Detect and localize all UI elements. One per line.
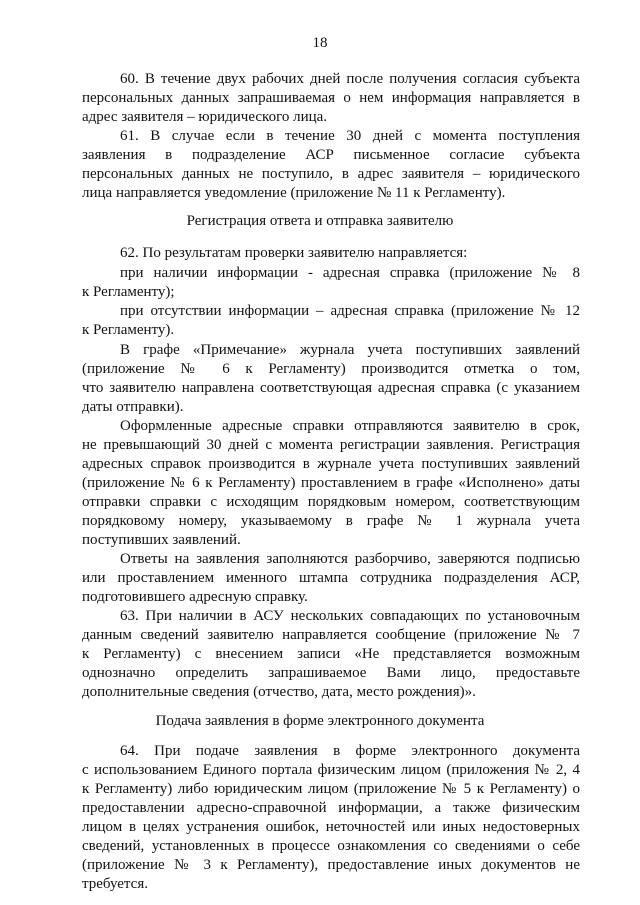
text-line: заявления в подразделение АСР письменное согласие субъекта: [82, 147, 580, 163]
text-line: 61. В случае если в течение 30 дней с момента поступления: [120, 128, 580, 144]
text-line: к Регламенту) с внесением записи «Не представляется возможным: [82, 646, 580, 662]
page-number: 18: [312, 35, 328, 51]
text-line: В графе «Примечание» журнала учета поступивших заявлений: [120, 342, 580, 358]
text-line: сведений, установленных в процессе ознакомления со сведениями о себе: [82, 838, 580, 854]
text-line: предоставлении адресно-справочной информации, а также физическим: [82, 800, 580, 816]
text-line: лица направляется уведомление (приложение № 11 к Регламенту).: [82, 185, 506, 201]
text-line: адрес заявителя – юридического лица.: [82, 109, 328, 125]
text-line: персональных данных не поступило, в адрес заявителя – юридического: [82, 166, 580, 182]
text-line: к Регламенту).: [82, 322, 175, 338]
text-line: отправки справки с исходящим порядковым номером, соответствующим: [82, 494, 580, 510]
text-line: 64. При подаче заявления в форме электронного документа: [120, 743, 580, 759]
section-heading: Регистрация ответа и отправка заявителю: [186, 213, 454, 229]
section-heading: Подача заявления в форме электронного документа: [155, 713, 485, 729]
text-line: с использованием Единого портала физическим лицом (приложения № 2, 4: [82, 762, 580, 778]
text-line: при отсутствии информации – адресная справка (приложение № 12: [120, 303, 580, 319]
text-line: требуется.: [82, 876, 148, 892]
text-line: (приложение № 6 к Регламенту) производится отметка о том,: [82, 361, 580, 377]
text-line: адресных справок производится в журнале учета поступивших заявлений: [82, 456, 580, 472]
text-line: порядковому номеру, указываемому в графе № 1 журнала учета: [82, 513, 580, 529]
text-line: к Регламенту);: [82, 284, 175, 300]
text-line: 60. В течение двух рабочих дней после получения согласия субъекта: [120, 71, 580, 87]
text-line: даты отправки).: [82, 399, 184, 415]
text-line: при наличии информации - адресная справка (приложение № 8: [120, 265, 580, 281]
text-line: или проставлением именного штампа сотрудника подразделения АСР,: [82, 570, 580, 586]
text-line: (приложение № 3 к Регламенту), предоставление иных документов не: [82, 857, 580, 873]
text-line: данным сведений заявителю направляется сообщение (приложение № 7: [82, 627, 580, 643]
text-line: Оформленные адресные справки отправляются заявителю в срок,: [120, 418, 580, 434]
text-line: однозначно определить запрашиваемое Вами лицо, предоставьте: [82, 665, 580, 681]
text-line: к Регламенту) либо юридическим лицом (приложение № 5 к Регламенту) о: [82, 781, 580, 797]
text-line: (приложение № 6 к Регламенту) проставлением в графе «Исполнено» даты: [82, 475, 580, 491]
text-line: персональных данных запрашиваемая о нем информация направляется в: [82, 90, 580, 106]
text-line: 62. По результатам проверки заявителю направляется:: [120, 245, 468, 261]
text-line: 63. При наличии в АСУ нескольких совпадающих по установочным: [120, 608, 580, 624]
text-line: лицом в целях устранения ошибок, неточностей или иных недостоверных: [82, 819, 580, 835]
text-line: дополнительные сведения (отчество, дата, место рождения)».: [82, 684, 476, 700]
text-line: что заявителю направлена соответствующая адресная справка (с указанием: [82, 380, 580, 396]
text-line: поступивших заявлений.: [82, 532, 241, 548]
text-line: подготовившего адресную справку.: [82, 589, 308, 605]
text-line: Ответы на заявления заполняются разборчиво, заверяются подписью: [120, 551, 580, 567]
text-line: не превышающий 30 дней с момента регистрации заявления. Регистрация: [82, 437, 580, 453]
